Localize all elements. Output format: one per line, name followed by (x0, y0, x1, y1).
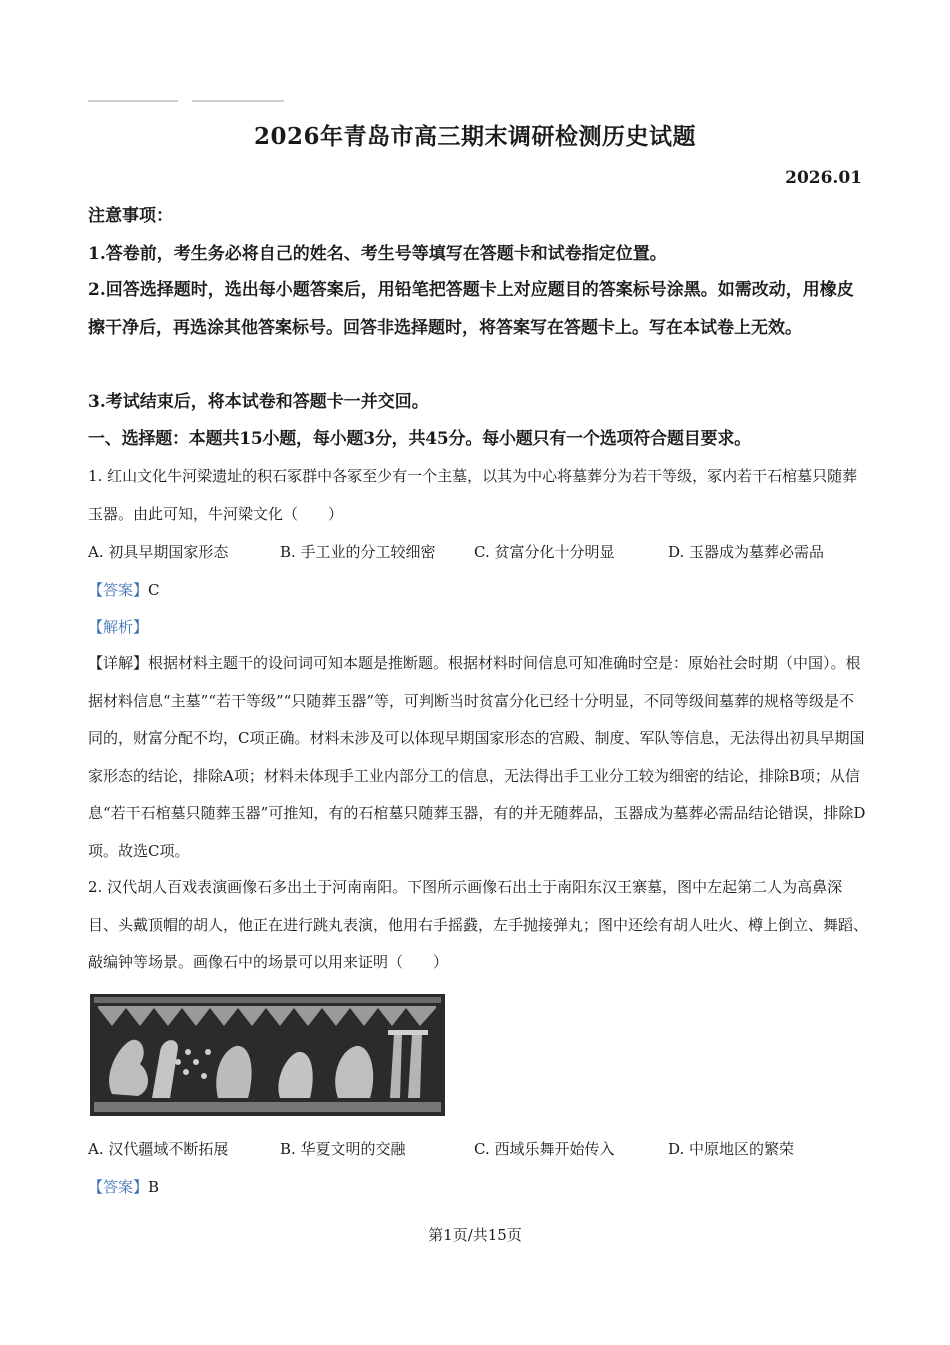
q1-option-c: C. 贫富分化十分明显 (474, 543, 615, 561)
q1-option-b: B. 手工业的分工较细密 (280, 543, 436, 561)
analysis-label: 【解析】 (88, 618, 149, 636)
page-footer: 第1页/共15页 (428, 1226, 522, 1244)
q2-option-c: C. 西域乐舞开始传入 (474, 1140, 615, 1158)
q2-option-b: B. 华夏文明的交融 (280, 1140, 406, 1158)
notice-item-2: 2.回答选择题时，选出每小题答案后，用铅笔把答题卡上对应题目的答案标号涂黑。如需改动，用橡皮擦干净后，再选涂其他答案标号。回答非选择题时，将答案写在答题卡上。写在本试卷上无效。 (88, 280, 854, 338)
question-1-stem: 1. 红山文化牛河梁遗址的积石冢群中各冢至少有一个主墓，以其为中心将墓葬分为若干等级，冢内若干石棺墓只随葬玉器。由此可知，牛河梁文化（ ） (88, 467, 858, 523)
detail-label: 【详解】 (88, 654, 149, 672)
q2-answer: B (148, 1178, 160, 1196)
notice-heading: 注意事项： (88, 206, 173, 226)
q1-option-a: A. 初具早期国家形态 (88, 543, 229, 561)
answer-label: 【答案】 (88, 581, 149, 599)
q1-detail-text: 根据材料主题干的设问词可知本题是推断题。根据材料时间信息可知准确时空是：原始社会时期（中国）。根据材料信息“主墓”“若干等级”“只随葬玉器”等，可判断当时贫富分化已经十分明显，不同等级间墓葬的规格等级是不同的，财富分配不均，C项正确。材料未涉及可以体现早期国家形态的宫殿、制度、军队等信息，无法得出初具早期国家形态的结论，排除A项；材料未体现手工业内部分工的信息，无法得出手工业分工较为细密的结论，排除B项；从信息“若干石棺墓只随葬玉器”可推知，有的石棺墓只随葬玉器，有的并无随葬品，玉器成为墓葬必需品结论错误，排除D项。故选C项。 (88, 654, 866, 860)
q2-option-a: A. 汉代疆域不断拓展 (88, 1140, 229, 1158)
scan-artifact (192, 100, 284, 102)
notice-item-3: 3.考试结束后，将本试卷和答题卡一并交回。 (88, 392, 429, 412)
scan-artifact (88, 100, 178, 102)
section-heading: 一、选择题：本题共15小题，每小题3分，共45分。每小题只有一个选项符合题目要求。 (88, 429, 751, 449)
answer-label: 【答案】 (88, 1178, 149, 1196)
question-2-stem: 2. 汉代胡人百戏表演画像石多出土于河南南阳。下图所示画像石出土于南阳东汉王寨墓，图中左起第二人为高鼻深目、头戴顶帽的胡人，他正在进行跳丸表演，他用右手摇鼗，左手抛接弹丸；图中还绘有胡人吐火、樽上倒立、舞蹈、敲编钟等场景。画像石中的场景可以用来证明（ ） (88, 878, 869, 971)
q1-analysis-line (88, 615, 148, 639)
notice-item-1: 1.答卷前，考生务必将自己的姓名、考生号等填写在答题卡和试卷指定位置。 (88, 244, 667, 264)
page-title: 2026年青岛市高三期末调研检测历史试题 (253, 123, 696, 150)
q1-detail (88, 645, 868, 870)
q1-answer-line (88, 578, 160, 602)
q1-answer: C (148, 581, 160, 599)
q2-answer-line (88, 1175, 159, 1199)
exam-date: 2026.01 (785, 168, 862, 188)
q1-option-d: D. 玉器成为墓葬必需品 (668, 543, 825, 561)
q2-option-d: D. 中原地区的繁荣 (668, 1140, 795, 1158)
relief-image (90, 994, 445, 1116)
